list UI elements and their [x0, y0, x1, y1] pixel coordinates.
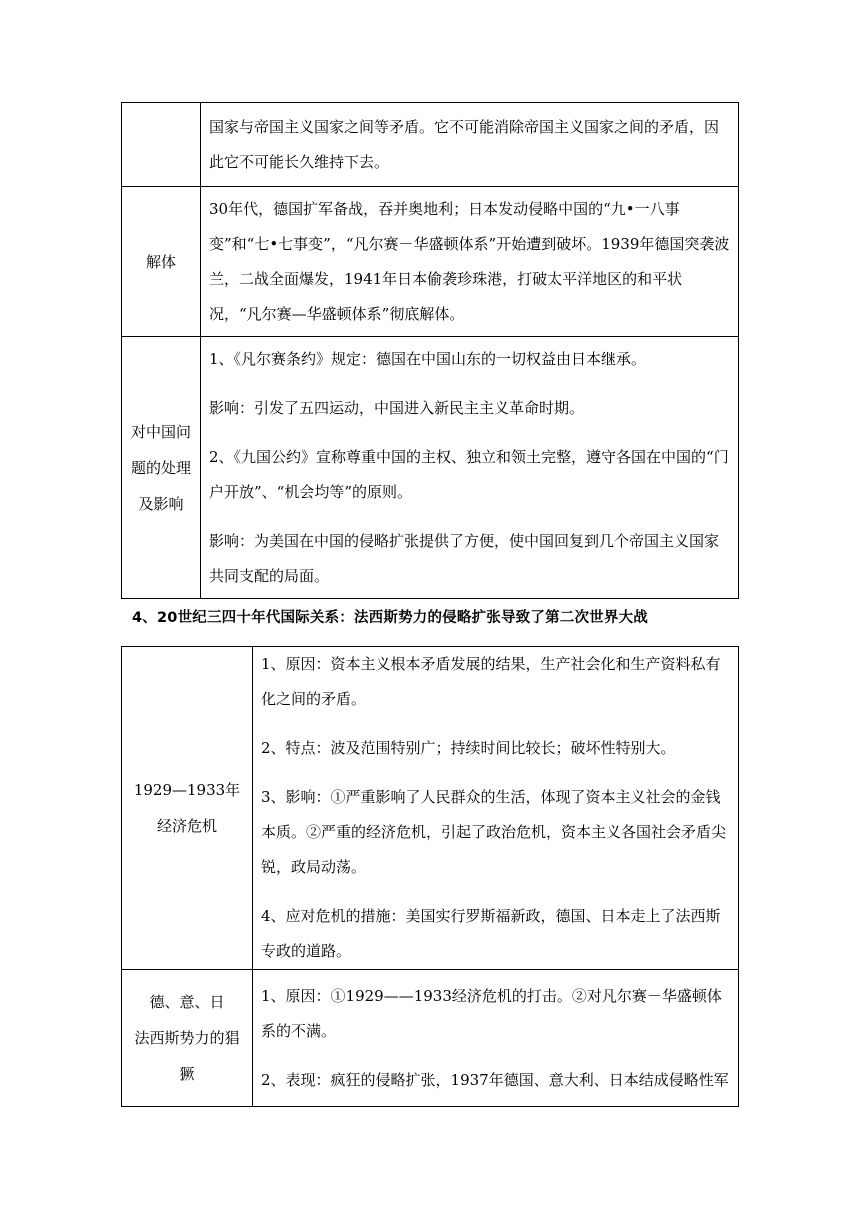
label-line: 及影响: [138, 494, 184, 513]
fascism-war-table: [121, 646, 739, 1107]
section-heading: 4、20世纪三四十年代国际关系：法西斯势力的侵略扩张导致了第二次世界大战: [132, 610, 648, 626]
paragraph: 4、应对危机的措施：美国实行罗斯福新政，德国、日本走上了法西斯专政的道路。: [261, 907, 721, 960]
paragraph: 国家与帝国主义国家之间等矛盾。它不可能消除帝国主义国家之间的矛盾，因此它不可能长久维持下去。: [209, 117, 720, 171]
row-label: [122, 187, 201, 337]
row-label: [122, 647, 253, 970]
table-row: [122, 187, 739, 337]
label-line: 德、意、日: [149, 993, 225, 1011]
paragraph: 影响：为美国在中国的侵略扩张提供了方便，使中国回复到几个帝国主义国家共同支配的局面。: [209, 531, 720, 585]
label-line: 獗: [179, 1065, 195, 1083]
label-line: 对中国问: [130, 422, 191, 441]
row-label: [122, 103, 201, 187]
paragraph: 2、《九国公约》宣称尊重中国的主权、独立和领土完整，遵守各国在中国的“门户开放”、“机会均等”的原则。: [209, 447, 729, 501]
label-line: 解体: [145, 252, 176, 271]
row-content: [253, 970, 739, 1107]
label-line: 法西斯势力的猖: [134, 1029, 240, 1047]
postwar-system-table: [121, 102, 739, 599]
row-content: [201, 187, 739, 337]
label-line: 1929—1933年: [133, 781, 241, 799]
row-content: [201, 103, 739, 187]
paragraph: 1、原因：①1929——1933经济危机的打击。②对凡尔赛－华盛顿体系的不满。: [261, 986, 722, 1040]
paragraph: 影响：引发了五四运动，中国进入新民主主义革命时期。: [209, 398, 585, 417]
label-line: 题的处理: [130, 458, 191, 477]
table-row: [122, 970, 739, 1107]
row-content: [201, 337, 739, 599]
paragraph: 3、影响：①严重影响了人民群众的生活，体现了资本主义社会的金钱本质。②严重的经济危机，引起了政治危机，资本主义各国社会矛盾尖锐，政局动荡。: [261, 788, 727, 876]
paragraph: 1、《凡尔赛条约》规定：德国在中国山东的一切权益由日本继承。: [209, 349, 647, 368]
paragraph: 1、原因：资本主义根本矛盾发展的结果，生产社会化和生产资料私有化之间的矛盾。: [261, 655, 721, 708]
row-content: [253, 647, 739, 970]
paragraph: 30年代，德国扩军备战，吞并奥地利；日本发动侵略中国的“九•一八事变”和“七•七事变”，“凡尔赛－华盛顿体系”开始遭到破坏。1939年德国突袭波兰，二战全面爆发，1941年日本偷袭珍珠港，打破太平洋地区的和平状况，“凡尔赛—华盛顿体系”彻底解体。: [209, 199, 730, 323]
row-label: [122, 337, 201, 599]
table-row: [122, 337, 739, 599]
label-line: 经济危机: [156, 817, 217, 835]
table-row: [122, 103, 739, 187]
paragraph: 2、特点：波及范围特别广；持续时间比较长；破坏性特别大。: [261, 739, 676, 757]
paragraph: 2、表现：疯狂的侵略扩张，1937年德国、意大利、日本结成侵略性军: [261, 1070, 729, 1089]
table-row: [122, 647, 739, 970]
row-label: [122, 970, 253, 1107]
